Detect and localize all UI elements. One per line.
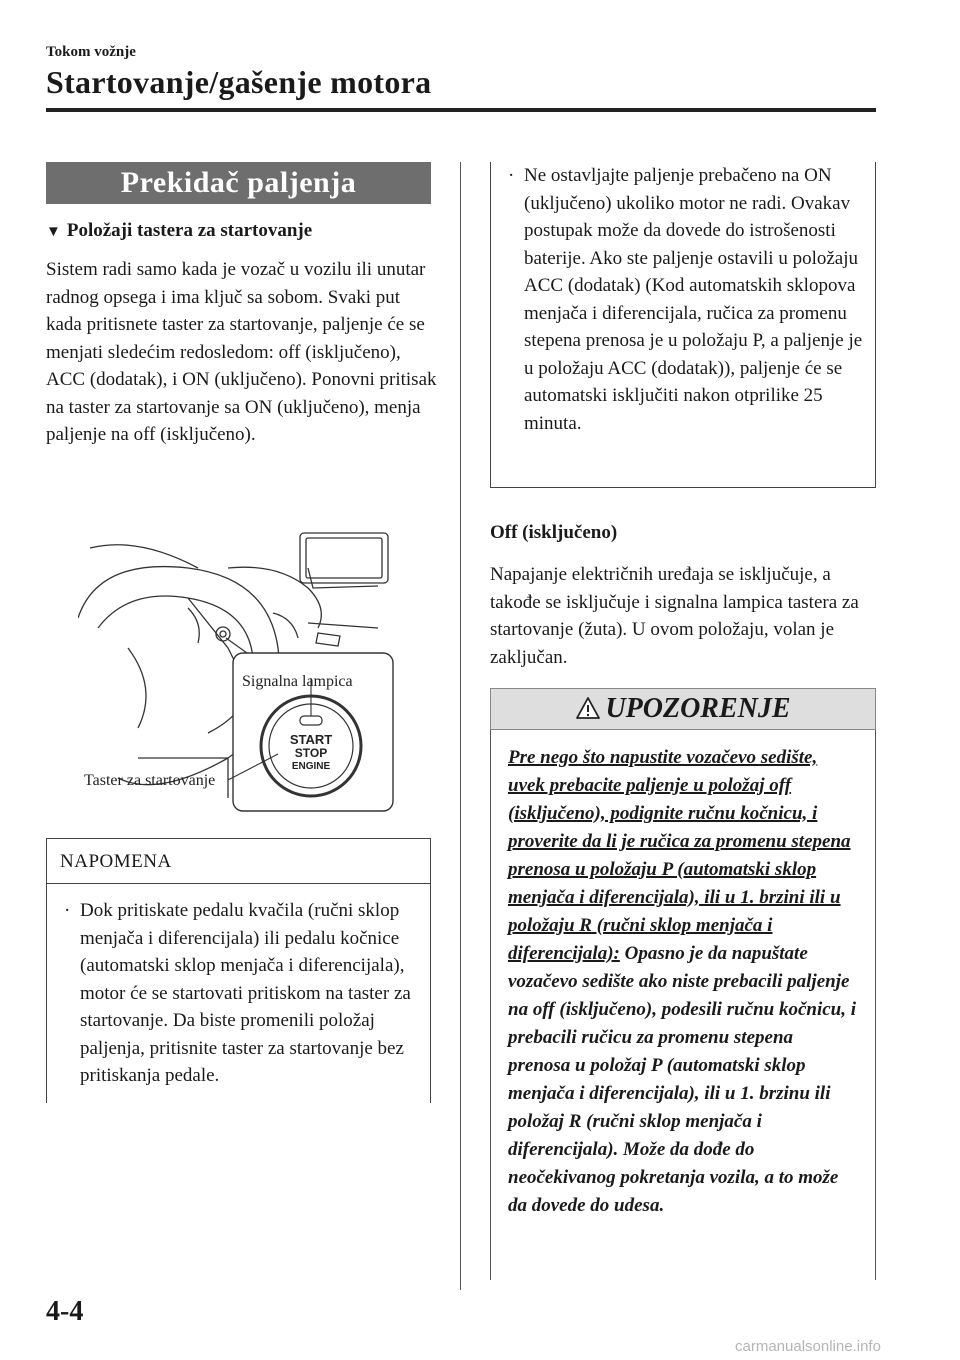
right-note-box bbox=[490, 162, 876, 488]
note-text bbox=[64, 897, 420, 1090]
button-line-stop: STOP bbox=[294, 746, 328, 760]
watermark: carmanualsonline.info bbox=[735, 1338, 881, 1355]
column-divider bbox=[460, 162, 461, 1290]
warning-triangle-icon bbox=[575, 696, 601, 720]
subheading bbox=[46, 220, 312, 242]
warning-body-text: Opasno je da napuštate vozačevo sedište ako niste prebacili paljenje na off (isključeno), podesili ručnu kočnicu, i prebacili ručicu za promenu stepena prenosa u položaj P (automatski sklop menjača i diferencijala), ili u 1. brzinu ili položaj R (ručni sklop menjača i diferencijala). Može da dođe do neočekivanog pokretanja vozila, a to može da dovede do udesa. bbox=[508, 943, 857, 1216]
triangle-down-icon: ▼ bbox=[46, 224, 61, 240]
warning-title: UPOZORENJE bbox=[605, 693, 791, 724]
header-rule bbox=[46, 108, 876, 112]
warning-border-right bbox=[875, 730, 876, 1280]
dashboard-figure bbox=[78, 528, 398, 818]
warning-text bbox=[508, 744, 858, 1220]
button-line-start: START bbox=[289, 732, 333, 747]
section-label: Tokom vožnje bbox=[46, 44, 136, 60]
section-banner: Prekidač paljenja bbox=[46, 162, 431, 204]
bullet-icon: · bbox=[508, 165, 515, 186]
right-note-border-left bbox=[490, 162, 491, 488]
note-rule bbox=[46, 883, 431, 884]
note-box bbox=[46, 838, 431, 1102]
note-bullet-text: Dok pritiskate pedalu kvačila (ručni sklop menjača i diferencijala) ili pedalu kočnice (automatski sklop menjača i diferencijala), motor će se startovati pritiskom na taster za startovanje. Da biste promenili položaj paljenja, pritisnite taster za startovanje bez pritiskanja pedale. bbox=[80, 900, 411, 1086]
bullet-icon: · bbox=[64, 900, 71, 921]
note-border-left bbox=[46, 839, 47, 1103]
intro-paragraph: Sistem radi samo kada je vozač u vozilu ili unutar radnog opsega i ima ključ sa sobom. Svaki put kada pritisnete taster za startovanje, paljenje će se menjati sledećim redosledom: off (isključeno), ACC (dodatak), i ON (uključeno). Ponovni pritisak na taster za startovanje sa ON (uključeno), menja paljenje na off (isključeno). bbox=[46, 259, 437, 445]
label-start-button: Taster za startovanje bbox=[84, 772, 216, 789]
warning-header bbox=[490, 688, 876, 730]
warning-underlined-text: Pre nego što napustite vozačevo sedište, uvek prebacite paljenje u položaj off (isključeno), podignite ručnu kočnicu, i proverite da li je ručica za promenu stepena prenosa u položaju P (automatski sklop menjača i diferencijala), ili u 1. brzini ili u položaju R (ručni sklop menjača i diferencijala): bbox=[508, 747, 851, 964]
note-title: NAPOMENA bbox=[60, 851, 172, 872]
subheading-text: Položaji tastera za startovanje bbox=[66, 220, 313, 241]
right-note-border-right bbox=[875, 162, 876, 488]
right-note-bullet-text: Ne ostavljajte paljenje prebačeno na ON (uključeno) ukoliko motor ne radi. Ovakav postupak može da dovede do istrošenosti baterije. Ako ste paljenje ostavili u položaju ACC (dodatak) (Kod automatskih sklopova menjača i diferencijala, ručica za promenu stepena prenosa je u položaju P, a paljenje je u položaju ACC (dodatak)), paljenje će se automatski isključiti nakon otprilike 25 minuta. bbox=[524, 165, 863, 434]
warning-box bbox=[490, 688, 876, 1280]
page-title: Startovanje/gašenje motora bbox=[46, 64, 432, 100]
off-paragraph: Napajanje električnih uređaja se isključuje, a takođe se isključuje i signalna lampica tastera za startovanje (žuta). U ovom položaju, volan je zaključan. bbox=[490, 564, 859, 668]
warning-border-left bbox=[490, 730, 491, 1280]
off-heading: Off (isključeno) bbox=[490, 522, 618, 543]
note-border-right bbox=[430, 839, 431, 1103]
right-note-text bbox=[508, 162, 869, 437]
button-line-engine: ENGINE bbox=[291, 761, 331, 772]
page-number: 4-4 bbox=[46, 1296, 84, 1327]
label-signal-lamp: Signalna lampica bbox=[242, 673, 353, 690]
